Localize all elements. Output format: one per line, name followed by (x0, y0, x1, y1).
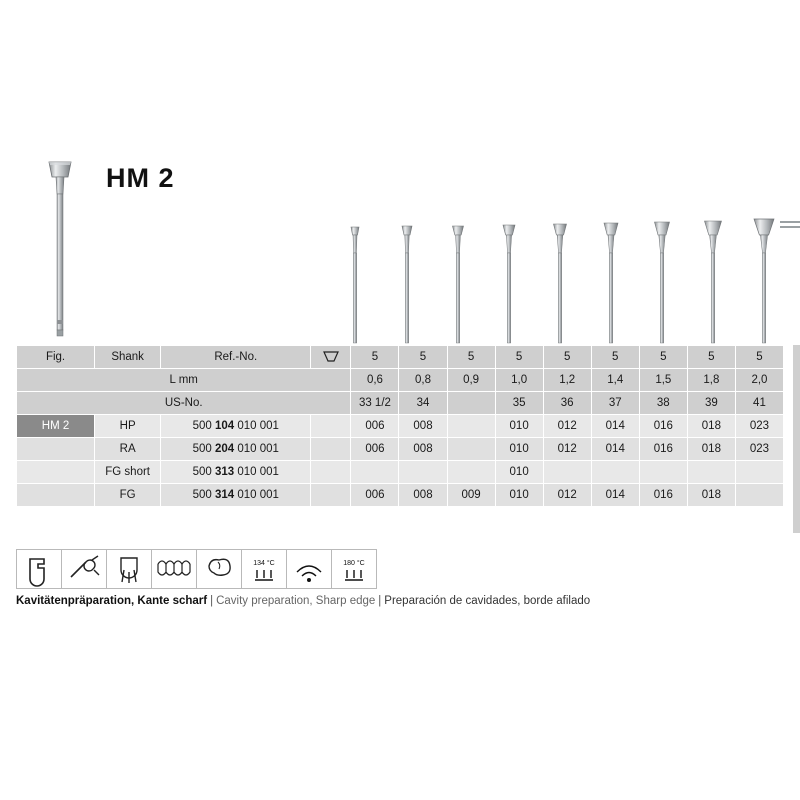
size-value: 012 (543, 415, 591, 438)
table-row-usno (17, 392, 784, 415)
size-value (447, 438, 495, 461)
size-value: 016 (639, 484, 687, 507)
header-pack-9: 5 (735, 346, 783, 369)
size-value: 010 (495, 484, 543, 507)
ref-suffix: 010 001 (237, 466, 279, 478)
svg-text:134 °C: 134 °C (253, 560, 275, 567)
size-value (687, 461, 735, 484)
size-value: 008 (399, 484, 447, 507)
length-7: 1,5 (639, 369, 687, 392)
usno-5: 36 (543, 392, 591, 415)
ref-number (161, 438, 311, 461)
ref-number (161, 484, 311, 507)
size-value: 018 (687, 415, 735, 438)
size-value: 023 (735, 438, 783, 461)
ref-prefix: 500 (192, 420, 212, 432)
caption (16, 595, 590, 607)
length-2: 0,8 (399, 369, 447, 392)
shank-label: RA (95, 438, 161, 461)
table-edge-continuation (792, 345, 800, 533)
bur-head-icon (311, 346, 351, 369)
spacer-cell (311, 415, 351, 438)
svg-text:180 °C: 180 °C (343, 560, 365, 567)
size-value: 012 (543, 438, 591, 461)
bur-illustration-6 (586, 205, 636, 345)
size-value: 012 (543, 484, 591, 507)
shank-label: FG short (95, 461, 161, 484)
size-value (351, 461, 399, 484)
size-value (735, 484, 783, 507)
usno-8: 39 (687, 392, 735, 415)
size-value: 006 (351, 484, 399, 507)
length-1: 0,6 (351, 369, 399, 392)
header-pack-3: 5 (447, 346, 495, 369)
length-label: L mm (17, 369, 351, 392)
size-value (591, 461, 639, 484)
header-shank: Shank (95, 346, 161, 369)
length-4: 1,0 (495, 369, 543, 392)
size-value: 009 (447, 484, 495, 507)
size-value (639, 461, 687, 484)
spacer-cell (311, 484, 351, 507)
size-value (399, 461, 447, 484)
header-pack-1: 5 (351, 346, 399, 369)
size-value: 010 (495, 461, 543, 484)
header-pack-2: 5 (399, 346, 447, 369)
bur-illustration-4 (484, 205, 534, 345)
size-value: 014 (591, 484, 639, 507)
ref-number (161, 461, 311, 484)
spacer-cell (311, 438, 351, 461)
usno-4: 35 (495, 392, 543, 415)
length-8: 1,8 (687, 369, 735, 392)
caption-separator-1: | (210, 595, 214, 607)
header-pack-8: 5 (687, 346, 735, 369)
caption-es: Preparación de cavidades, borde afilado (384, 595, 591, 607)
caption-de: Kavitätenpräparation, Kante scharf (16, 595, 208, 607)
caption-en: Cavity preparation, Sharp edge (216, 595, 376, 607)
size-value: 023 (735, 415, 783, 438)
header-fig: Fig. (17, 346, 95, 369)
page-title: HM 2 (106, 163, 175, 193)
size-value: 008 (399, 438, 447, 461)
size-value: 016 (639, 438, 687, 461)
shank-label: FG (95, 484, 161, 507)
size-value: 010 (495, 438, 543, 461)
bur-illustration-1 (330, 205, 380, 345)
ref-bold: 314 (214, 489, 235, 501)
usno-1: 33 1/2 (351, 392, 399, 415)
header-ref: Ref.-No. (161, 346, 311, 369)
cavity-icon (17, 550, 62, 588)
usno-3 (447, 392, 495, 415)
ref-number (161, 415, 311, 438)
large-bur-illustration (42, 160, 78, 338)
fig-empty (17, 438, 95, 461)
thermodisinfection-icon (287, 550, 332, 588)
ref-bold: 104 (214, 420, 235, 432)
specification-table (16, 345, 784, 507)
size-value: 018 (687, 438, 735, 461)
table-row (17, 415, 784, 438)
size-value (447, 461, 495, 484)
size-value: 016 (639, 415, 687, 438)
ref-suffix: 010 001 (237, 443, 279, 455)
bur-illustration-5 (535, 205, 585, 345)
bur-illustration-cropped (780, 218, 800, 232)
header-pack-6: 5 (591, 346, 639, 369)
size-value: 010 (495, 415, 543, 438)
size-value: 008 (399, 415, 447, 438)
length-6: 1,4 (591, 369, 639, 392)
size-value: 006 (351, 415, 399, 438)
size-value: 006 (351, 438, 399, 461)
size-value: 018 (687, 484, 735, 507)
shank-label: HP (95, 415, 161, 438)
header-pack-5: 5 (543, 346, 591, 369)
usno-7: 38 (639, 392, 687, 415)
sterilizable-134-icon (242, 550, 287, 588)
ref-prefix: 500 (192, 489, 212, 501)
usno-label: US-No. (17, 392, 351, 415)
bur-size-illustrations (330, 205, 792, 345)
caption-separator-2: | (378, 595, 382, 607)
bur-illustration-2 (382, 205, 432, 345)
length-3: 0,9 (447, 369, 495, 392)
length-9: 2,0 (735, 369, 783, 392)
teeth-row-icon (152, 550, 197, 588)
size-value (447, 415, 495, 438)
table-row-length (17, 369, 784, 392)
size-value (543, 461, 591, 484)
length-5: 1,2 (543, 369, 591, 392)
tooth-anatomy-icon (107, 550, 152, 588)
fig-empty (17, 484, 95, 507)
ref-prefix: 500 (192, 443, 212, 455)
usno-9: 41 (735, 392, 783, 415)
usno-2: 34 (399, 392, 447, 415)
size-value: 014 (591, 415, 639, 438)
ref-suffix: 010 001 (237, 420, 279, 432)
bur-illustration-7 (637, 205, 687, 345)
tooth-outline-icon (197, 550, 242, 588)
ref-bold: 204 (214, 443, 235, 455)
bur-illustration-3 (433, 205, 483, 345)
fig-badge: HM 2 (17, 415, 95, 438)
size-value: 014 (591, 438, 639, 461)
ref-bold: 313 (214, 466, 235, 478)
header-pack-4: 5 (495, 346, 543, 369)
table-row (17, 461, 784, 484)
handpiece-icon (62, 550, 107, 588)
sterilizable-180-icon (332, 550, 376, 588)
usno-6: 37 (591, 392, 639, 415)
ref-prefix: 500 (192, 466, 212, 478)
table-row (17, 438, 784, 461)
bur-illustration-8 (688, 205, 738, 345)
table-header-row (17, 346, 784, 369)
size-value (735, 461, 783, 484)
pictogram-strip (16, 549, 377, 589)
spacer-cell (311, 461, 351, 484)
header-pack-7: 5 (639, 346, 687, 369)
table-row (17, 484, 784, 507)
ref-suffix: 010 001 (237, 489, 279, 501)
fig-empty (17, 461, 95, 484)
